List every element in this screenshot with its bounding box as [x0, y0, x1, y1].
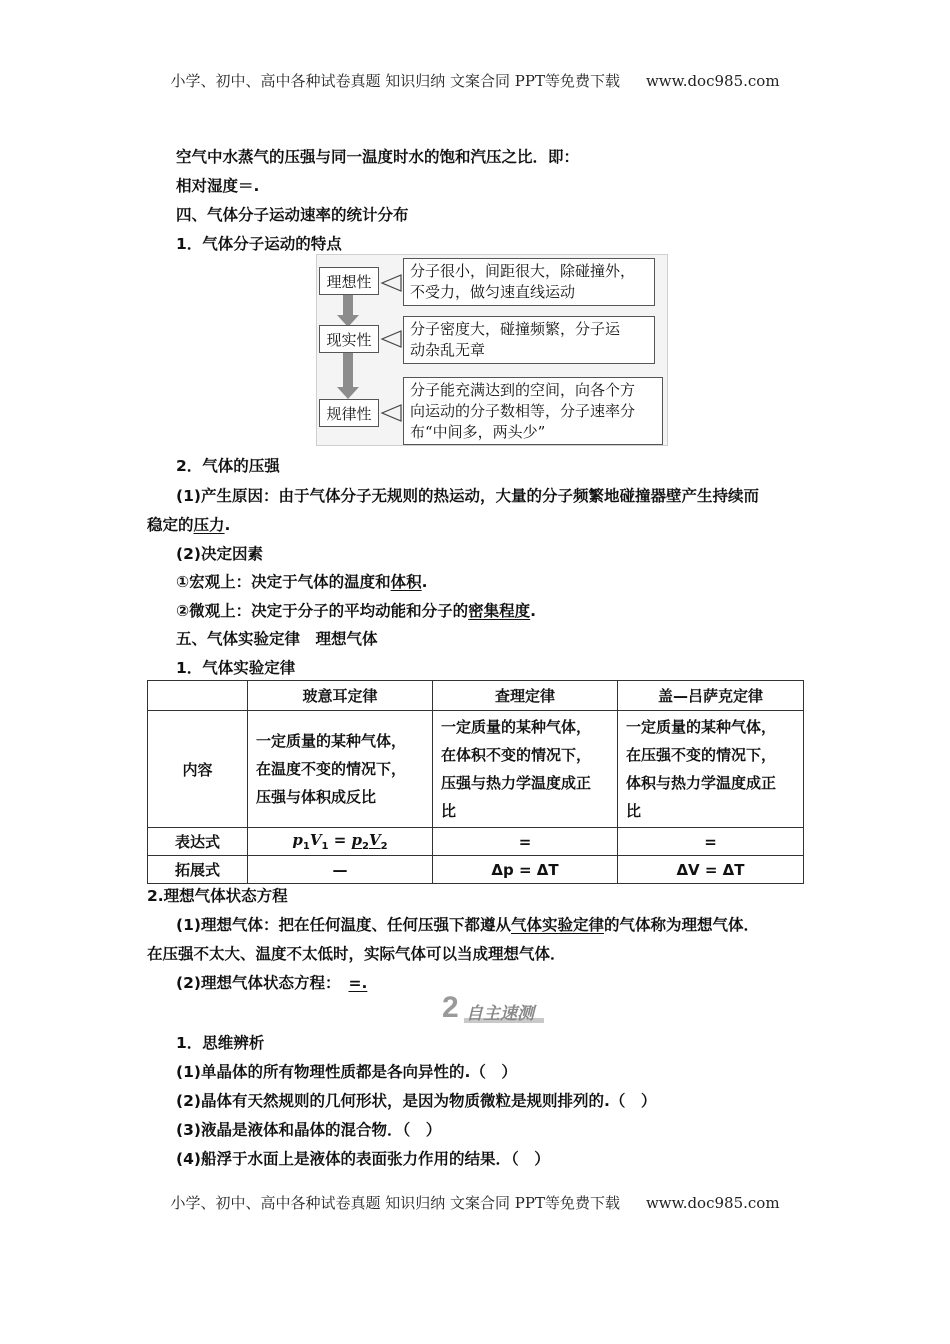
- gay-line-2: 在压强不变的情况下，: [626, 746, 777, 764]
- pressure-micro-line: [176, 599, 536, 621]
- quiz-title: 1．思维辨析: [176, 1034, 265, 1052]
- table-row-expression: [148, 828, 804, 856]
- micro-suffix: .: [530, 602, 537, 620]
- footer-url: www.doc985.com: [645, 1194, 780, 1212]
- boyle-line-3: 压强与体积成反比: [256, 788, 377, 806]
- flow-node-real: 现实性: [319, 325, 379, 353]
- gay-line-4: 比: [626, 802, 642, 820]
- section-4-sub2: 2．气体的压强: [176, 457, 280, 475]
- cell-charles-content: [433, 711, 618, 828]
- badge-number: 2: [442, 991, 459, 1024]
- expr-equals: =: [328, 831, 352, 849]
- pressure-macro-line: [176, 570, 428, 592]
- ideal-gas-line-1: [176, 913, 759, 935]
- micro-answer: 密集程度: [468, 602, 531, 620]
- charles-line-4: 比: [441, 802, 457, 820]
- self-test-badge: [440, 993, 544, 1025]
- cell-boyle-expression: [248, 828, 433, 856]
- flow-desc-real: [403, 316, 655, 364]
- ideal-gas-line-2: 在压强不太大、温度不太低时，实际气体可以当成理想气体．: [147, 945, 566, 963]
- flow-desc-ideal: [403, 258, 655, 306]
- cell-boyle-extension: —: [248, 856, 433, 884]
- page-header: [0, 70, 950, 91]
- gay-line-3: 体积与热力学温度成正: [626, 774, 777, 792]
- charles-line-3: 压强与热力学温度成正: [441, 774, 592, 792]
- expr-v2: V: [368, 831, 381, 849]
- quiz-item-2: (2)晶体有天然规则的几何形状，是因为物质微粒是规则排列的.（ ）: [176, 1092, 657, 1110]
- flow-desc-rule-line-3: 布“中间多，两头少”: [410, 423, 546, 441]
- expr-sub-2b: 2: [380, 841, 388, 852]
- table-header-boyle: 玻意耳定律: [248, 681, 433, 711]
- equation-answer: =.: [348, 974, 368, 992]
- flow-node-rule: 规律性: [319, 399, 379, 427]
- gay-line-1: 一定质量的某种气体，: [626, 718, 777, 736]
- flow-desc-rule-line-2: 向运动的分子数相等，分子速率分: [410, 402, 636, 420]
- quiz-item-1: (1)单晶体的所有物理性质都是各向异性的.（ ）: [176, 1063, 517, 1081]
- expr-p: p: [292, 831, 303, 849]
- expr-sub-1b: 1: [321, 841, 329, 852]
- right-arrow-1: [382, 275, 401, 291]
- flow-desc-ideal-line-1: 分子很小，间距很大，除碰撞外，: [410, 262, 636, 280]
- pressure-cause-line-1: (1)产生原因：由于气体分子无规则的热运动，大量的分子频繁地碰撞器壁产生持续而: [176, 487, 759, 505]
- cell-gay-lussac-content: [618, 711, 804, 828]
- table-row-extension: [148, 856, 804, 884]
- intro-line-2: 相对湿度＝.: [176, 177, 260, 195]
- pressure-factors-title: (2)决定因素: [176, 545, 263, 563]
- down-arrow-head-2: [337, 387, 359, 399]
- table-header-gay-lussac: 盖—吕萨克定律: [618, 681, 804, 711]
- section-5-sub2: 2.理想气体状态方程: [147, 887, 288, 905]
- ideal-gas-answer: 气体实验定律: [510, 916, 604, 934]
- charles-line-2: 在体积不变的情况下，: [441, 746, 592, 764]
- footer-text: 小学、初中、高中各种试卷真题 知识归纳 文案合同 PPT等免费下载: [170, 1194, 620, 1212]
- header-url: www.doc985.com: [645, 72, 780, 90]
- flow-desc-rule: [403, 377, 663, 445]
- down-arrow-shaft-2: [343, 353, 353, 389]
- macro-suffix: .: [421, 573, 428, 591]
- cell-gay-lussac-expression: =: [618, 828, 804, 856]
- page-footer: [0, 1192, 950, 1213]
- flow-desc-real-line-2: 动杂乱无章: [410, 341, 486, 359]
- ideal-gas-equation: [176, 971, 367, 993]
- charles-line-1: 一定质量的某种气体，: [441, 718, 592, 736]
- right-arrow-3: [382, 405, 401, 421]
- table-header-charles: 查理定律: [433, 681, 618, 711]
- pressure-cause-line-2: [147, 513, 230, 535]
- row-label-expression: 表达式: [148, 828, 248, 856]
- ideal-gas-prefix: (1)理想气体：把在任何温度、任何压强下都遵从: [176, 916, 511, 934]
- ideal-gas-suffix: 的气体称为理想气体．: [603, 916, 759, 934]
- cell-boyle-content: [248, 711, 433, 828]
- header-text: 小学、初中、高中各种试卷真题 知识归纳 文案合同 PPT等免费下载: [170, 72, 620, 90]
- gas-law-table: [147, 680, 804, 884]
- quiz-item-4: (4)船浮于水面上是液体的表面张力作用的结果．（ ）: [176, 1150, 550, 1168]
- pressure-cause-answer: 压力: [193, 516, 225, 534]
- flow-node-ideal: 理想性: [319, 267, 379, 295]
- table-header-row: [148, 681, 804, 711]
- table-header-blank: [148, 681, 248, 711]
- down-arrow-shaft-1: [343, 295, 353, 317]
- section-5-title: 五、气体实验定律 理想气体: [176, 630, 378, 648]
- right-arrow-2: [382, 331, 401, 347]
- pressure-cause-suffix: .: [224, 516, 231, 534]
- expr-sub-1a: 1: [302, 841, 310, 852]
- expr-p2: p: [351, 831, 362, 849]
- expr-sub-2a: 2: [362, 841, 369, 852]
- cell-charles-expression: =: [433, 828, 618, 856]
- molecule-motion-flowchart: [316, 254, 668, 446]
- quiz-item-3: (3)液晶是液体和晶体的混合物．（ ）: [176, 1121, 442, 1139]
- row-label-content: 内容: [148, 711, 248, 828]
- flow-desc-ideal-line-2: 不受力，做匀速直线运动: [410, 283, 576, 301]
- badge-label: 自主速测: [466, 1004, 534, 1024]
- cell-charles-extension: Δp = ΔT: [433, 856, 618, 884]
- section-5-sub1: 1．气体实验定律: [176, 659, 296, 677]
- macro-answer: 体积: [390, 573, 422, 591]
- expr-v: V: [309, 831, 322, 849]
- table-row-content: [148, 711, 804, 828]
- macro-prefix: ①宏观上：决定于气体的温度和: [176, 573, 391, 591]
- flow-desc-rule-line-1: 分子能充满达到的空间，向各个方: [410, 381, 636, 399]
- row-label-extension: 拓展式: [148, 856, 248, 884]
- section-4-title: 四、气体分子运动速率的统计分布: [176, 206, 409, 224]
- boyle-line-2: 在温度不变的情况下，: [256, 760, 407, 778]
- cell-gay-lussac-extension: ΔV = ΔT: [618, 856, 804, 884]
- pressure-cause-prefix: 稳定的: [147, 516, 194, 534]
- flow-desc-real-line-1: 分子密度大，碰撞频繁，分子运: [410, 320, 621, 338]
- intro-line-1: 空气中水蒸气的压强与同一温度时水的饱和汽压之比．即：: [176, 148, 580, 166]
- equation-prefix: (2)理想气体状态方程：: [176, 974, 341, 992]
- boyle-line-1: 一定质量的某种气体，: [256, 732, 407, 750]
- section-4-sub1: 1．气体分子运动的特点: [176, 235, 342, 253]
- micro-prefix: ②微观上：决定于分子的平均动能和分子的: [176, 602, 469, 620]
